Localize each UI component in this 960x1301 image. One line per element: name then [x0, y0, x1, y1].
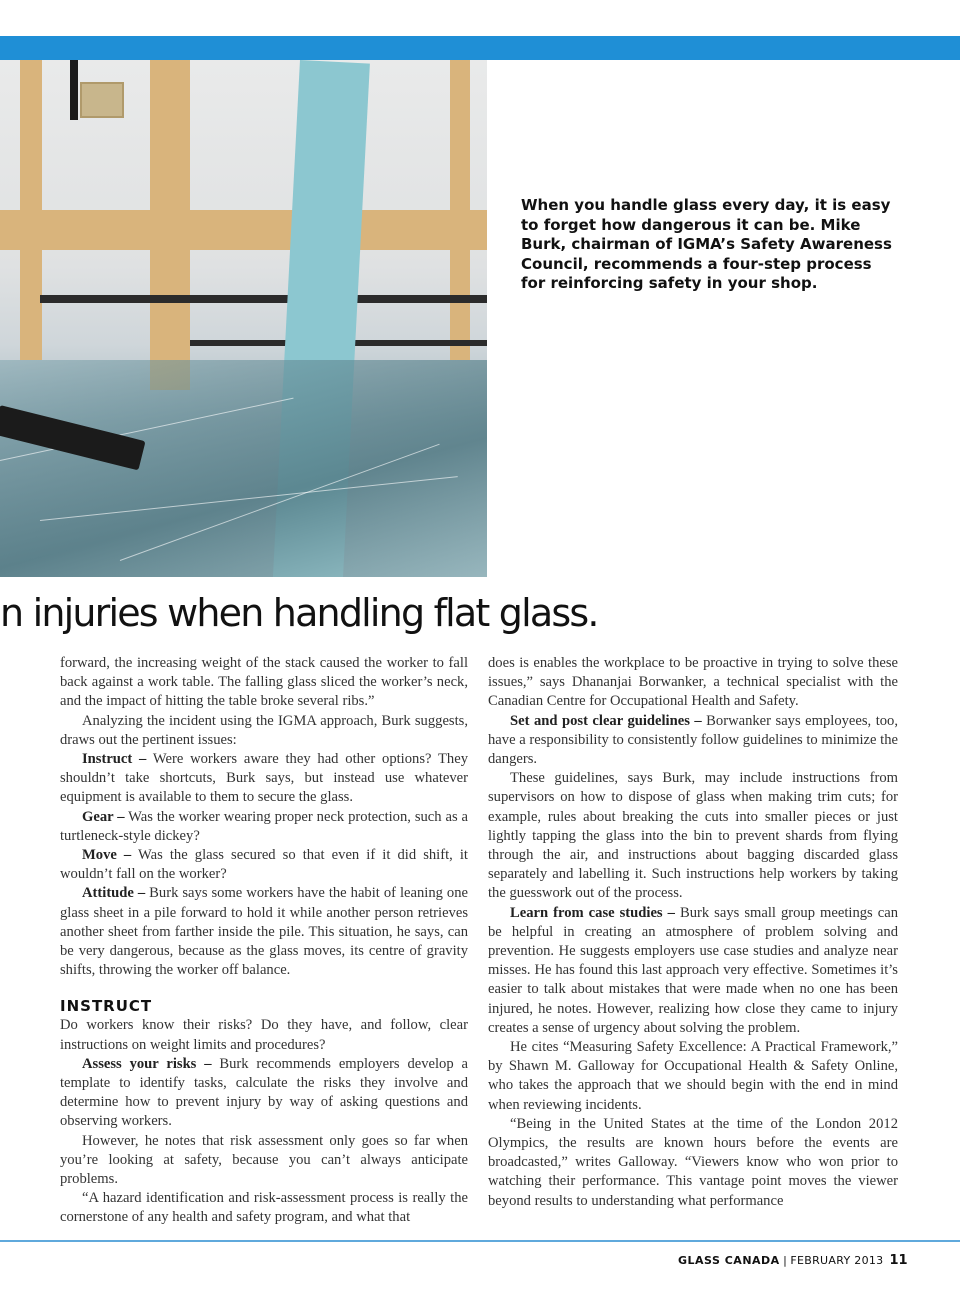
paragraph [60, 808, 468, 846]
footer-separator: | [779, 1254, 791, 1267]
paragraph-lead: Move – [82, 847, 132, 864]
paragraph: forward, the increasing weight of the stack caused the worker to fall back against a work table. The falling glass sliced the worker’s neck, and the impact of hitting the table broke several ribs.” [60, 655, 468, 710]
section-heading: INSTRUCT [60, 997, 153, 1016]
paragraph [488, 712, 898, 770]
paragraph: However, he notes that risk assessment only goes so far when you’re looking at safety, because you can’t always anticipate problems. [60, 1132, 468, 1188]
left-column [60, 654, 468, 1228]
paragraph-lead: Assess your risks – [82, 1055, 212, 1072]
article-photo [0, 60, 487, 577]
photo-glass-sheet [0, 360, 487, 577]
article-headline: n injuries when handling flat glass. [0, 591, 598, 635]
paragraph-text: Borwanker says employees, too, have a responsibility to consistently follow guidelines to minimize the dangers. [488, 712, 898, 768]
issue-date: FEBRUARY 2013 [790, 1254, 884, 1267]
paragraph: Analyzing the incident using the IGMA approach, Burk suggests, draws out the pertinent issues: [60, 712, 468, 748]
footer-rule [0, 1240, 960, 1242]
paragraph-text: Were workers aware they had other options? They shouldn’t take shortcuts, Burk says, but instead use whatever equipment is available to them to secure the glass. [60, 751, 468, 806]
photo-outlet-plate [80, 82, 124, 118]
paragraph [60, 884, 468, 980]
paragraph-text: Was the glass secured so that even if it did shift, it wouldn’t fall on the worker? [60, 847, 468, 883]
paragraph-text: Burk says small group meetings can be helpful in creating an atmosphere of problem solving and prevention. He suggests employers use case studies and analyze near misses. He has found this last approach very effective. Sometimes it’s easier to talk about mistakes that were made when no one has been injured, he notes. However, realizing how close they came to injury creates a sense of urgency about solving the problem. [488, 904, 898, 1036]
paragraph [60, 750, 468, 808]
paragraph-lead: Gear – [82, 808, 125, 825]
paragraph-text: Was the worker wearing proper neck protection, such as a turtleneck-style dickey? [60, 808, 468, 844]
right-column [488, 654, 898, 1211]
paragraph-lead: Set and post clear guidelines – [510, 712, 702, 729]
page-number: 11 [889, 1253, 908, 1268]
paragraph-lead: Learn from case studies – [510, 904, 675, 921]
top-accent-bar [0, 36, 960, 60]
paragraph-text: Burk recommends employers develop a template to identify tasks, calculate the risks they involve and determine how to prevent injury by way of asking questions and observing workers. [60, 1055, 468, 1130]
paragraph [488, 904, 898, 1038]
paragraph-lead: Attitude – [82, 885, 146, 902]
paragraph [60, 846, 468, 884]
paragraph: Do workers know their risks? Do they have, and follow, clear instructions on weight limits and procedures? [60, 1017, 468, 1053]
article-intro: When you handle glass every day, it is easy to forget how dangerous it can be. Mike Burk, chairman of IGMA’s Safety Awareness Council, recommends a four-step process for reinforcing safety in your shop. [521, 196, 892, 292]
paragraph-text: Burk says some workers have the habit of leaning one glass sheet in a pile forward to hold it while another person retrieves another sheet from farther inside the pile. This situation, he says, can be very dangerous, because as the glass moves, its centre of gravity shifts, throwing the worker off balance. [60, 885, 468, 979]
paragraph: does is enables the workplace to be proactive in trying to solve these issues,” says Dhananjai Borwanker, a technical specialist with the Canadian Centre for Occupational Health and Safety. [488, 655, 898, 710]
paragraph [60, 1055, 468, 1132]
paragraph: These guidelines, says Burk, may include instructions from supervisors on how to dispose of glass when making trim cuts; for example, rules about breaking the cuts into smaller pieces or just lightly tapping the glass into the bin to prevent shards from flying through the air, and instructions about bagging discarded glass separately and labelling it. Such instructions help workers by taking the guesswork out of the process. [488, 770, 898, 902]
photo-cable [70, 60, 78, 120]
photo-crossbeam [0, 210, 487, 250]
page-footer [678, 1253, 908, 1268]
paragraph: He cites “Measuring Safety Excellence: A Practical Framework,” by Shawn M. Galloway for Occupational Health & Safety Online, who takes the approach that we should begin with the end in mind when reviewing incidents. [488, 1039, 898, 1113]
publication-name: GLASS CANADA [678, 1254, 780, 1267]
paragraph-lead: Instruct – [82, 751, 147, 768]
paragraph: “A hazard identification and risk-assessment process is really the cornerstone of any health and safety program, and what that [60, 1190, 468, 1226]
photo-gap-shadow [40, 295, 487, 303]
paragraph: “Being in the United States at the time of the London 2012 Olympics, the results are known hours before the events are broadcasted,” writes Galloway. “Viewers know who won prior to watching their performance. This vantage point moves the viewer beyond results to understanding what performance [488, 1115, 898, 1209]
